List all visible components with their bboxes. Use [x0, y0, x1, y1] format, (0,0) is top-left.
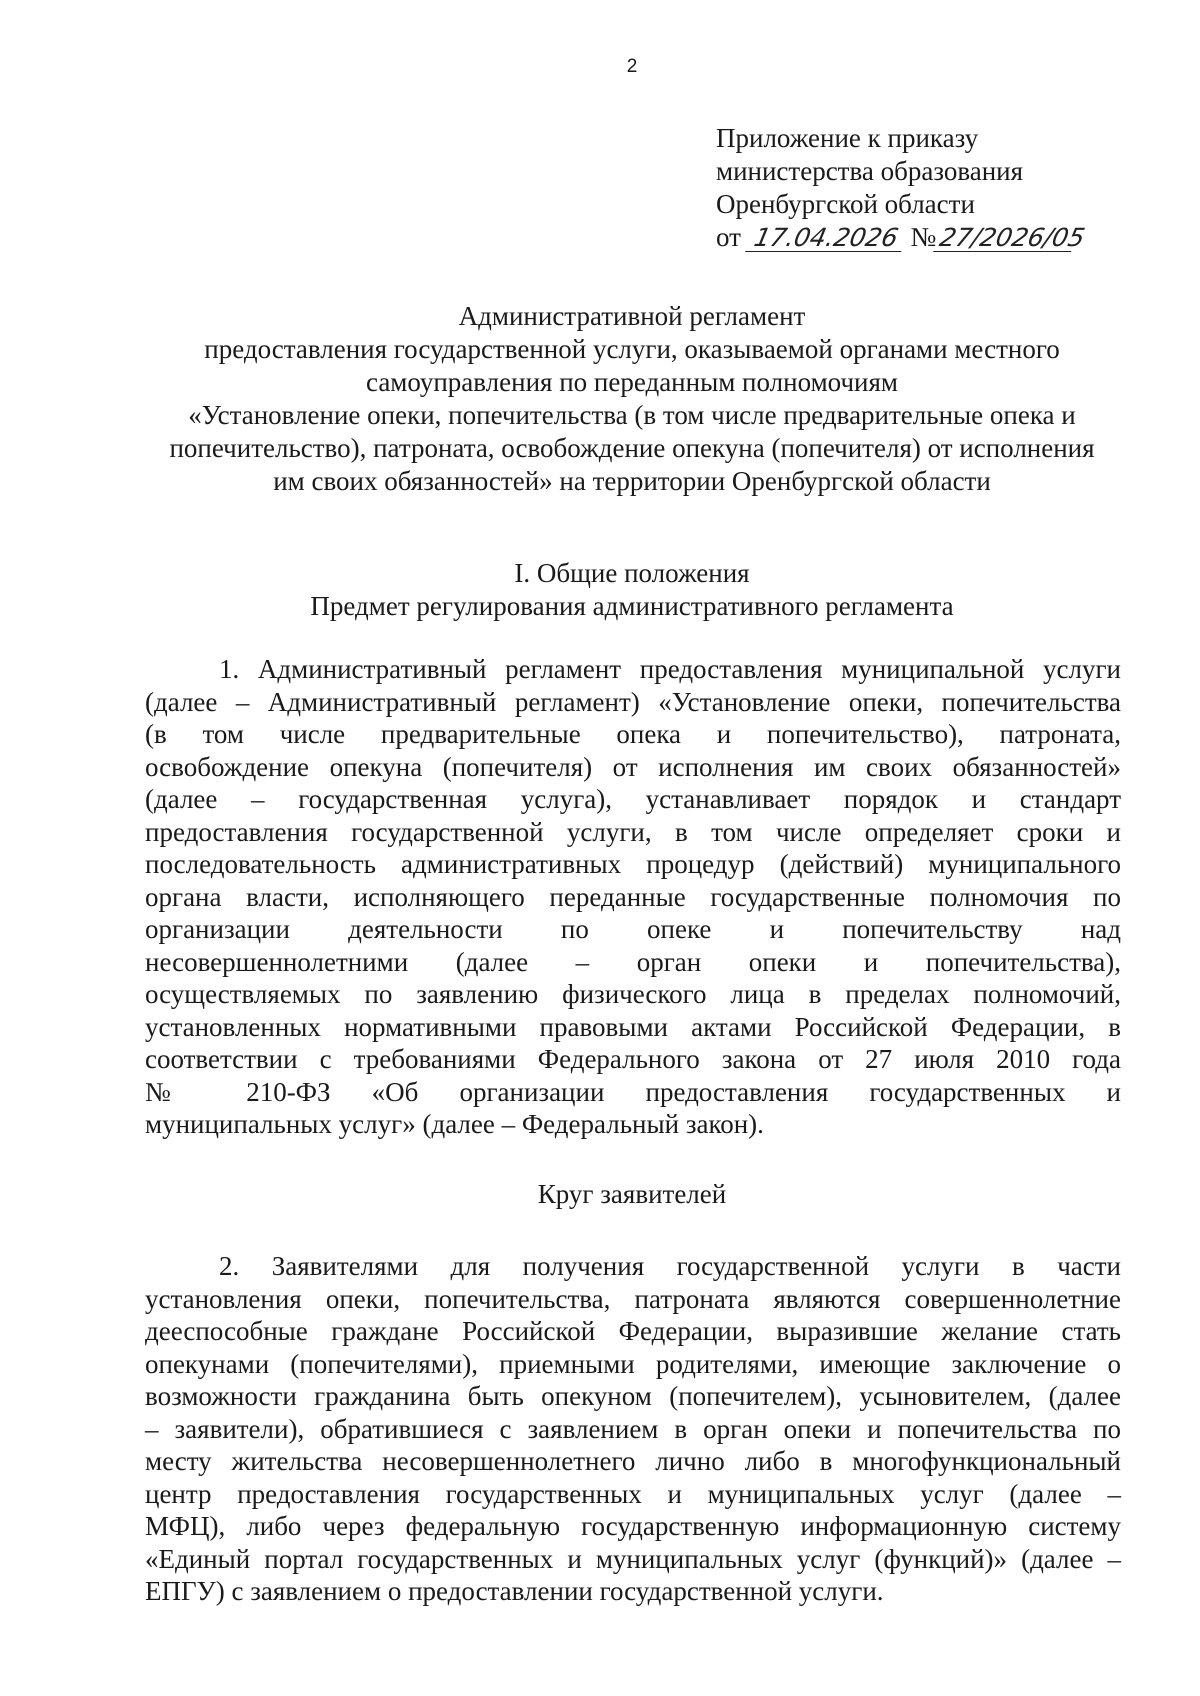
annex-date-line [716, 221, 1088, 254]
title-line: самоуправления по переданным полномочиям [366, 367, 898, 397]
paragraph-line: МФЦ), либо через федеральную государственную информационную систему [145, 1511, 1121, 1541]
paragraph-line: соответствии с требованиями Федерального закона от 27 июля 2010 года [145, 1044, 1121, 1074]
paragraph-line: муниципальных услуг» (далее – Федеральный закон). [145, 1109, 764, 1139]
paragraph-line: (в том числе предварительные опека и попечительство), патроната, [145, 719, 1121, 749]
annex-line-2: министерства образования [716, 156, 1024, 186]
paragraph-line: опекунами (попечителями), приемными родителями, имеющие заключение о [145, 1348, 1121, 1379]
page-number: 2 [626, 56, 638, 77]
paragraph-line: освобождение опекуна (попечителя) от исполнения им своих обязанностей» [145, 751, 1121, 782]
section-heading [140, 557, 1124, 623]
paragraph-line: установленных нормативными правовыми актами Российской Федерации, в [145, 1011, 1121, 1042]
applicants-heading: Круг заявителей [537, 1179, 727, 1209]
paragraph-line: органа власти, исполняющего переданные государственные полномочия по [145, 881, 1121, 912]
paragraph-line: № 210-ФЗ «Об организации предоставления государственных и [145, 1076, 1121, 1107]
paragraph-line: (далее – Административный регламент) «Установление опеки, попечительства [145, 686, 1121, 717]
paragraph-1 [145, 653, 1121, 1141]
handwritten-date: 17.04.2026 [745, 225, 907, 252]
handwritten-number: 27/2026/05 [933, 225, 1077, 252]
title-line: Административной регламент [458, 301, 806, 331]
paragraph-line: несовершеннолетними (далее – орган опеки и попечительства), [145, 946, 1121, 977]
paragraph-line: (далее – государственная услуга), устанавливает порядок и стандарт [145, 784, 1121, 814]
section-subtitle: Предмет регулирования административного регламента [310, 591, 954, 621]
annex-line-1: Приложение к приказу [716, 123, 979, 153]
paragraph-line: предоставления государственной услуги, в том числе определяет сроки и [145, 816, 1121, 847]
paragraph-line: последовательность административных процедур (действий) муниципального [145, 849, 1121, 879]
paragraph-line: – заявители), обратившиеся с заявлением в орган опеки и попечительства по [145, 1413, 1121, 1444]
title-line: предоставления государственной услуги, оказываемой органами местного [204, 334, 1060, 364]
section-title: I. Общие положения [514, 558, 750, 588]
annex-line-3: Оренбургской области [716, 189, 975, 219]
date-prefix: от [716, 222, 741, 252]
paragraph-line: возможности гражданина быть опекуном (попечителем), усыновителем, (далее [145, 1381, 1121, 1411]
paragraph-line: организации деятельности по опеке и попечительству над [145, 914, 1121, 944]
paragraph-line: 2. Заявителями для получения государственной услуги в части [219, 1251, 1121, 1281]
paragraph-line: установления опеки, попечительства, патроната являются совершеннолетние [145, 1283, 1121, 1314]
paragraph-line: месту жительства несовершеннолетнего лично либо в многофункциональный [145, 1446, 1121, 1476]
paragraph-line: ЕПГУ) с заявлением о предоставлении государственной услуги. [145, 1576, 884, 1606]
paragraph-line: осуществляемых по заявлению физического лица в пределах полномочий, [145, 979, 1121, 1009]
paragraph-line: центр предоставления государственных и муниципальных услуг (далее – [145, 1478, 1121, 1509]
document-title [140, 300, 1124, 498]
title-line: попечительство), патроната, освобождение опекуна (попечителя) от исполнения [169, 433, 1095, 463]
paragraph-line: «Единый портал государственных и муниципальных услуг (функций)» (далее – [145, 1543, 1121, 1574]
paragraph-2 [145, 1250, 1121, 1608]
annex-block [716, 122, 1088, 254]
paragraph-line: дееспособные граждане Российской Федерации, выразившие желание стать [145, 1316, 1121, 1346]
paragraph-line: 1. Административный регламент предоставления муниципальной услуги [219, 654, 1121, 684]
title-line: им своих обязанностей» на территории Оренбургской области [273, 466, 991, 496]
number-prefix: № [910, 222, 937, 252]
title-line: «Установление опеки, попечительства (в том числе предварительные опека и [188, 400, 1076, 430]
